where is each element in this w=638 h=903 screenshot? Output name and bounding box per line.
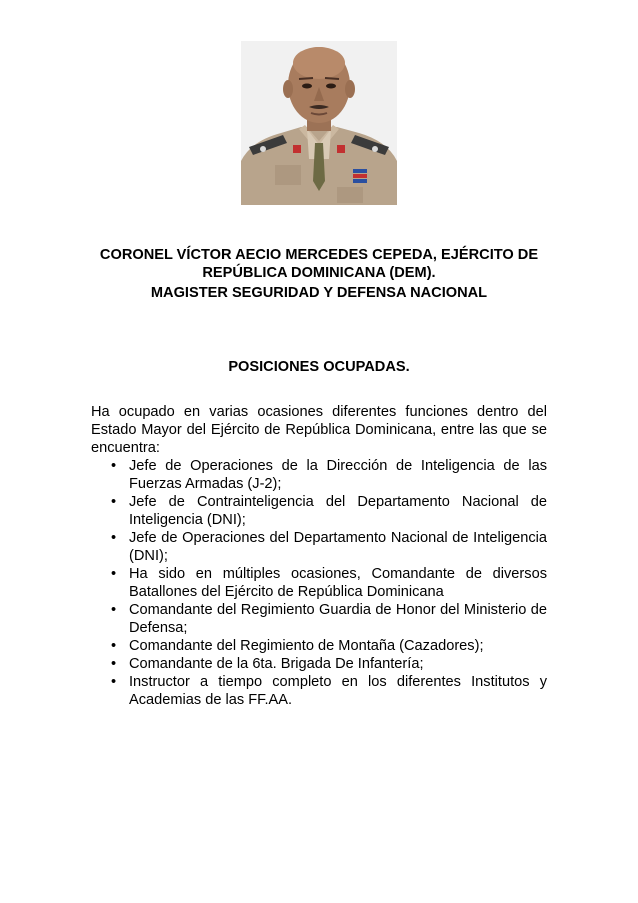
- position-text: Jefe de Operaciones del Departamento Nacional de Inteligencia (DNI);: [129, 530, 547, 564]
- name-line-1: CORONEL VÍCTOR AECIO MERCEDES CEPEDA, EJÉRCITO DE: [99, 247, 539, 263]
- bullet-icon: •: [111, 674, 117, 690]
- bullet-icon: •: [111, 656, 117, 672]
- portrait-photo: [241, 41, 397, 205]
- list-item: [91, 673, 547, 709]
- list-item: [91, 493, 547, 529]
- list-item: [91, 565, 547, 601]
- list-item: [91, 529, 547, 565]
- bullet-icon: •: [111, 530, 117, 546]
- position-text: Ha sido en múltiples ocasiones, Comandante de diversos Batallones del Ejército de República Dominicana: [129, 566, 547, 600]
- position-text: Comandante del Regimiento de Montaña (Cazadores);: [129, 638, 484, 654]
- profile-heading: [60, 246, 578, 302]
- position-text: Instructor a tiempo completo en los diferentes Institutos y Academias de las FF.AA.: [129, 674, 547, 708]
- list-item: [91, 601, 547, 637]
- intro-paragraph: Ha ocupado en varias ocasiones diferentes funciones dentro del Estado Mayor del Ejército de República Dominicana, entre las que se encuentra:: [91, 404, 547, 456]
- bullet-icon: •: [111, 494, 117, 510]
- positions-list: [91, 457, 547, 709]
- list-item: [91, 637, 547, 655]
- name-line-2: REPÚBLICA DOMINICANA (DEM).: [202, 265, 436, 281]
- bullet-icon: •: [111, 638, 117, 654]
- section-title: POSICIONES OCUPADAS.: [228, 359, 410, 375]
- list-item: [91, 457, 547, 493]
- degree-line: MAGISTER SEGURIDAD Y DEFENSA NACIONAL: [150, 285, 488, 301]
- position-text: Jefe de Contrainteligencia del Departamento Nacional de Inteligencia (DNI);: [129, 494, 547, 528]
- position-text: Jefe de Operaciones de la Dirección de Inteligencia de las Fuerzas Armadas (J-2);: [129, 458, 547, 492]
- bullet-icon: •: [111, 566, 117, 582]
- bullet-icon: •: [111, 458, 117, 474]
- position-text: Comandante de la 6ta. Brigada De Infantería;: [129, 656, 424, 672]
- position-text: Comandante del Regimiento Guardia de Honor del Ministerio de Defensa;: [129, 602, 547, 636]
- list-item: [91, 655, 547, 673]
- bullet-icon: •: [111, 602, 117, 618]
- portrait-illustration: [241, 41, 397, 205]
